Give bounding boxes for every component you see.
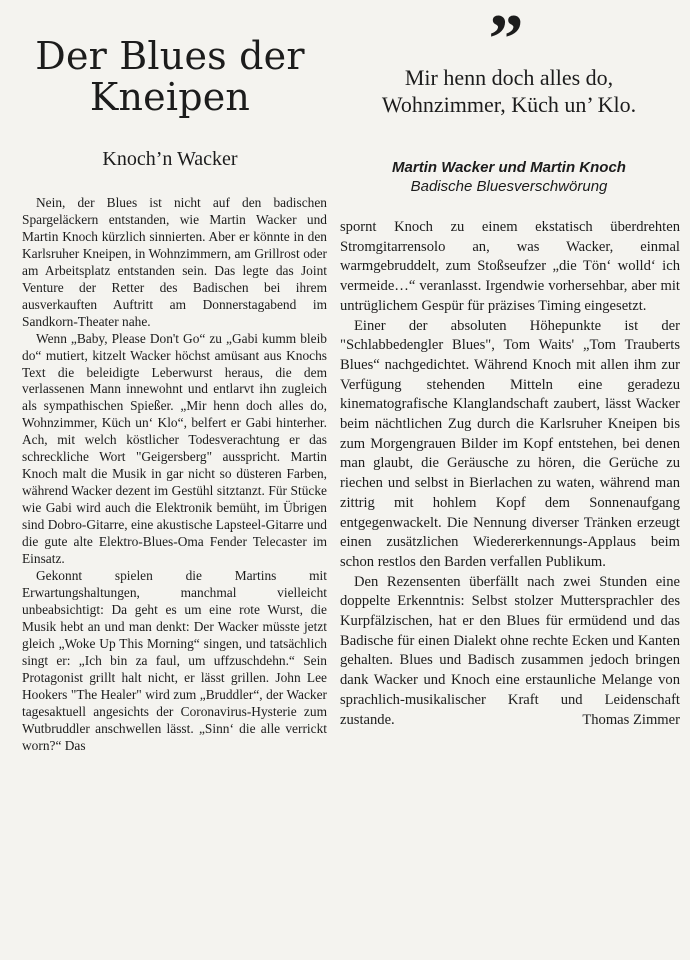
quote-mark-icon: ” — [488, 1, 524, 78]
pullquote-attribution — [350, 158, 668, 196]
article-column-left — [22, 195, 327, 754]
article-column-right — [340, 218, 680, 730]
headline: Der Blues der Kneipen — [35, 34, 305, 119]
pullquote-org: Badische Bluesverschwörung — [410, 178, 608, 195]
pullquote-names: Martin Wacker und Martin Knoch — [392, 159, 626, 176]
byline: Knoch’n Wacker — [102, 148, 238, 170]
article-paragraph-4: Einer der absoluten Höhepunkte ist der "Schlabbedengler Blues", Tom Waits' „Tom Trauberts Blues“ nachgedichtet. Während Knoch mit allen ihm zur Verfügung stehenden Mitteln eine geradezu kinematografische Klanglandschaft zaubert, lässt Wacker beim nächtlichen Zug durch die Karlsruher Kneipen bis zum Morgengrauen Bilder im Kopf entstehen, bei denen man glaubt, die Geräusche zu hören, die Gerüche zu riechen und selbst in Bierlachen zu waten, während man zittrig mit hohlem Kopf dem Sonnenaufgang entgegenwackelt. Die Nennung diverser Tränken erzeugt einen zusätzlichen Wiedererkennungs-Applaus beim schon restlos den Barden verfallen Publikum. — [340, 317, 680, 570]
article-paragraph-1: Nein, der Blues ist nicht auf den badischen Spargeläckern entstanden, wie Martin Wacker und Martin Knoch kürzlich sinnierten. Aber er könnte in den Karlsruher Kneipen, in Wohnzimmern, am Grillrost oder am Arbeitsplatz entstanden sein. Das legte das Joint Venture der Retter des Badischen bei ihrem ausverkauften Auftritt am Donnerstagabend im Sandkorn-Theater nahe. — [22, 195, 327, 329]
article-signature: Thomas Zimmer — [582, 711, 680, 728]
pullquote-text: Mir henn doch alles do, Wohnzimmer, Küch un’ Klo. — [381, 65, 637, 117]
article-paragraph-3: Gekonnt spielen die Martins mit Erwartungshaltungen, manchmal vielleicht unbeabsichtigt: Da geht es um eine rote Wurst, die Musik hebt an und man denkt: Der Wacker müsste jetzt gleich „Woke Up This Morning“ singen, und tatsächlich singt er: „Ich bin za faul, um uffzuschdehn.“ Sein Protagonist grillt halt nicht, er lässt grillen. John Lee Hookers "The Healer" wird zum „Bruddler“, der Wacker tagesaktuell angesichts der Coronavirus-Hysterie zum Wutbruddler anschwellen lässt. „Sinn‘ die alle verrickt worn?“ Das — [22, 567, 327, 753]
article-paragraph-5 — [340, 573, 680, 731]
article-paragraph-2: Wenn „Baby, Please Don't Go“ zu „Gabi kumm bleib do“ mutiert, kitzelt Wacker höchst amüsant aus Knochs Text die beleidigte Leberwurst heraus, die dem verlassenen Mann innewohnt und entlarvt ihn zugleich als sympathischen Spießer. „Mir henn doch alles do, Wohnzimmer, Küch un‘ Klo“, belfert er Gabi hinterher. Ach, mit welch köstlicher Todesverachtung er das schreckliche Wort "Geigersberg" ausspricht. Martin Knoch malt die Musik in gar nicht so düsteren Farben, während Wacker dezent im Gestühl sitztanzt. Für Stücke wie Gabi wird auch die Elektronik bemüht, im Übrigen sind Dobro-Gitarre, eine akustische Lapsteel-Gitarre und die gute alte Elektro-Blues-Oma Fender Telecaster im Einsatz. — [22, 330, 327, 567]
article-paragraph-5-text: Den Rezensenten überfällt nach zwei Stunden eine doppelte Erkenntnis: Selbst stolzer Muttersprachler des Kurpfälzischen, hat er den Blues für ermüdend und das Badische für einen Dialekt ohne rechte Ecken und Kanten gehalten. Blues und Badisch zusammen jedoch bringen dank Wacker und Knoch eine erstaunliche Melange von sprachlich-musikalischer Kraft und Leidenschaft zustande. — [340, 573, 680, 728]
article-paragraph-3-continued: spornt Knoch zu einem ekstatisch überdrehten Stromgitarrensolo an, was Wacker, einmal warmgebruddelt, zum Stoßseufzer „die Tön‘ wolld‘ ich vermeide…“ veranlasst. Irgendwie vorhersehbar, aber mit untrüglichem Gespür für präzises Timing eingesetzt. — [340, 219, 680, 314]
